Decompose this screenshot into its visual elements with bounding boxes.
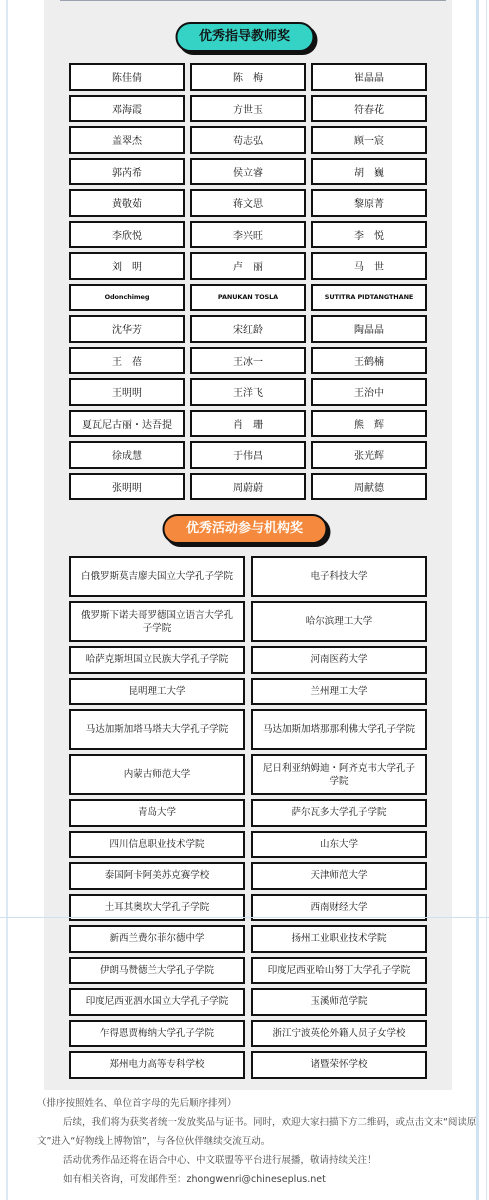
teacher-name-cell: 陈 梅	[190, 63, 306, 91]
notes-paragraph-3: 如有相关咨询，可发邮件至：zhongwenri@chineseplus.net	[63, 1174, 326, 1185]
teacher-name-cell: 李 悦	[311, 221, 427, 249]
org-name-cell: 电子科技大学	[251, 556, 427, 597]
org-award-title: 优秀活动参与机构奖	[162, 514, 327, 544]
teacher-name-cell: 陈佳倩	[69, 63, 185, 91]
teacher-name-cell: 夏瓦尼古丽・达吾提	[69, 410, 185, 438]
org-name-cell: 新西兰费尔菲尔德中学	[69, 925, 245, 953]
teacher-name-cell: 顾一宸	[311, 126, 427, 154]
teacher-name-cell: 陶晶晶	[311, 315, 427, 343]
teacher-name-cell: 周献德	[311, 473, 427, 501]
org-name-cell: 印度尼西亚泗水国立大学孔子学院	[69, 988, 245, 1016]
org-name-grid	[69, 556, 427, 1079]
teacher-name-cell: 黎原菁	[311, 189, 427, 217]
org-name-cell: 诸暨荣怀学校	[251, 1051, 427, 1079]
org-name-cell: 青岛大学	[69, 799, 245, 827]
teacher-name-cell: 方世玉	[190, 95, 306, 123]
frame-border-right-outer	[486, 0, 487, 1200]
horizontal-guide-line	[0, 917, 489, 918]
teacher-name-cell: 盖翠杰	[69, 126, 185, 154]
org-name-cell: 扬州工业职业技术学院	[251, 925, 427, 953]
teacher-name-cell: 王洋飞	[190, 378, 306, 406]
teacher-name-cell: 张光辉	[311, 441, 427, 469]
org-name-cell: 俄罗斯下诺夫哥罗德国立语言大学孔子学院	[69, 601, 245, 642]
teacher-name-cell: 张明明	[69, 473, 185, 501]
teacher-name-cell: 刘 明	[69, 252, 185, 280]
teacher-name-cell: 侯立睿	[190, 158, 306, 186]
teacher-name-cell: 王明明	[69, 378, 185, 406]
org-name-cell: 哈萨克斯坦国立民族大学孔子学院	[69, 646, 245, 674]
frame-border-right	[476, 0, 479, 1200]
org-name-cell: 内蒙古师范大学	[69, 754, 245, 795]
teacher-name-cell: PANUKAN TOSLA	[190, 284, 306, 312]
teacher-name-cell: 李欣悦	[69, 221, 185, 249]
teacher-name-cell: 王 蓓	[69, 347, 185, 375]
teacher-name-cell: 周蔚蔚	[190, 473, 306, 501]
org-name-cell: 乍得恩贾梅纳大学孔子学院	[69, 1020, 245, 1048]
teacher-name-cell: 沈华芳	[69, 315, 185, 343]
org-name-cell: 天津师范大学	[251, 862, 427, 890]
teacher-award-title: 优秀指导教师奖	[175, 22, 314, 52]
top-divider	[60, 0, 446, 1]
teacher-name-cell: 郭芮希	[69, 158, 185, 186]
notes-paragraph-1: 后续，我们将为获奖者统一发放奖品与证书。同时，欢迎大家扫描下方二维码，或点击文末“阅读原文”进入“好物线上博物馆”，与各位伙伴继续交流互动。	[37, 1117, 477, 1147]
teacher-name-cell: 王冰一	[190, 347, 306, 375]
org-name-cell: 土耳其奥坎大学孔子学院	[69, 894, 245, 922]
org-name-cell: 马达加斯加塔马塔夫大学孔子学院	[69, 709, 245, 750]
teacher-name-cell: 徐成慧	[69, 441, 185, 469]
org-name-cell: 哈尔滨理工大学	[251, 601, 427, 642]
notes-section	[37, 1094, 477, 1189]
org-name-cell: 伊朗马赞德兰大学孔子学院	[69, 957, 245, 985]
teacher-name-cell: 王治中	[311, 378, 427, 406]
teacher-name-cell: 崔晶晶	[311, 63, 427, 91]
org-name-cell: 萨尔瓦多大学孔子学院	[251, 799, 427, 827]
org-name-cell: 尼日利亚纳姆迪・阿齐克韦大学孔子学院	[251, 754, 427, 795]
org-name-cell: 浙江宁波英伦外籍人员子女学校	[251, 1020, 427, 1048]
org-name-cell: 印度尼西亚哈山努丁大学孔子学院	[251, 957, 427, 985]
org-name-cell: 郑州电力高等专科学校	[69, 1051, 245, 1079]
org-name-cell: 玉溪师范学院	[251, 988, 427, 1016]
teacher-name-cell: 邓海霞	[69, 95, 185, 123]
teacher-name-cell: 符春花	[311, 95, 427, 123]
teacher-name-cell: 胡 巍	[311, 158, 427, 186]
org-name-cell: 西南财经大学	[251, 894, 427, 922]
sort-note: （排序按照姓名、单位首字母的先后顺序排列）	[37, 1098, 237, 1109]
teacher-name-cell: 马 世	[311, 252, 427, 280]
teacher-name-cell: Odonchimeg	[69, 284, 185, 312]
teacher-name-cell: 于伟昌	[190, 441, 306, 469]
teacher-name-cell: 李兴旺	[190, 221, 306, 249]
frame-border-left	[6, 0, 8, 1200]
org-name-cell: 兰州理工大学	[251, 678, 427, 706]
org-name-cell: 白俄罗斯莫吉廖夫国立大学孔子学院	[69, 556, 245, 597]
org-name-cell: 山东大学	[251, 831, 427, 859]
org-name-cell: 四川信息职业技术学院	[69, 831, 245, 859]
teacher-name-cell: 黄敬茹	[69, 189, 185, 217]
org-name-cell: 马达加斯加塔那那利佛大学孔子学院	[251, 709, 427, 750]
teacher-name-cell: SUTITRA PIDTANGTHANE	[311, 284, 427, 312]
teacher-name-cell: 蒋文思	[190, 189, 306, 217]
org-name-cell: 河南医药大学	[251, 646, 427, 674]
teacher-name-cell: 熊 辉	[311, 410, 427, 438]
org-name-cell: 昆明理工大学	[69, 678, 245, 706]
notes-paragraph-2: 活动优秀作品还将在语合中心、中文联盟等平台进行展播，敬请持续关注！	[63, 1155, 377, 1166]
org-name-cell: 泰国阿卡阿美苏克赛学校	[69, 862, 245, 890]
teacher-name-cell: 肖 珊	[190, 410, 306, 438]
teacher-name-cell: 苟志弘	[190, 126, 306, 154]
teacher-name-grid	[69, 63, 427, 500]
teacher-name-cell: 卢 丽	[190, 252, 306, 280]
teacher-name-cell: 宋红龄	[190, 315, 306, 343]
teacher-name-cell: 王鹤楠	[311, 347, 427, 375]
